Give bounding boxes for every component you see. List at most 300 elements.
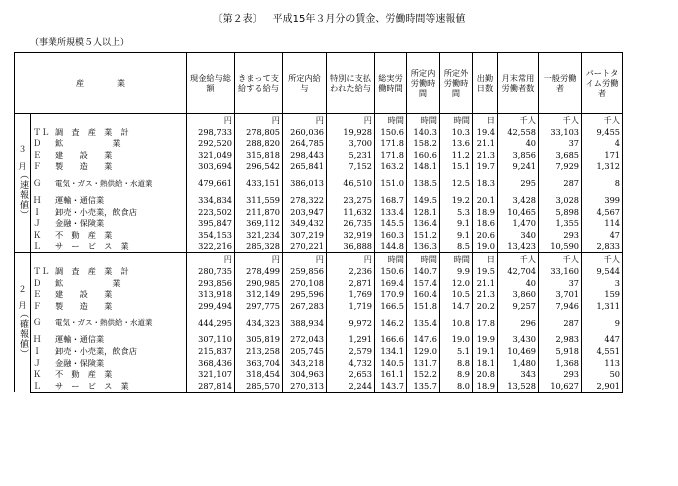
value-cell: 19.5 xyxy=(473,265,498,277)
value-cell: 293 xyxy=(539,229,582,241)
value-cell: 20.1 xyxy=(473,194,498,206)
industry-code: Ｅ xyxy=(33,149,42,160)
value-cell: 135.7 xyxy=(407,380,440,392)
value-cell: 18.1 xyxy=(473,357,498,369)
value-cell: 134.1 xyxy=(375,345,407,357)
industry-code: ＴＬ xyxy=(33,126,50,137)
value-cell: 168.7 xyxy=(375,194,407,206)
table-row xyxy=(15,126,623,138)
value-cell: 151.0 xyxy=(375,172,407,194)
value-cell: 33,160 xyxy=(539,265,582,277)
value-cell: 1,311 xyxy=(582,300,623,312)
value-cell: 19.0 xyxy=(440,334,473,346)
industry-name xyxy=(31,357,187,369)
industry-code: Ｇ xyxy=(33,177,42,188)
value-cell: 21.3 xyxy=(473,149,498,161)
value-cell: 205,745 xyxy=(283,345,327,357)
value-cell: 5.1 xyxy=(440,345,473,357)
value-cell: 213,258 xyxy=(235,345,283,357)
value-cell: 23,275 xyxy=(327,194,375,206)
value-cell: 288,820 xyxy=(235,138,283,150)
value-cell: 9,257 xyxy=(498,300,539,312)
industry-code: Ｅ xyxy=(33,289,42,300)
industry-label: 製 造 業 xyxy=(55,300,113,311)
industry-name xyxy=(31,312,187,334)
value-cell: 315,818 xyxy=(235,149,283,161)
value-cell: 158.2 xyxy=(407,138,440,150)
value-cell: 131.7 xyxy=(407,357,440,369)
value-cell: 19.7 xyxy=(473,161,498,173)
value-cell: 3,701 xyxy=(539,289,582,301)
value-cell: 340 xyxy=(498,229,539,241)
value-cell: 136.4 xyxy=(407,218,440,230)
value-cell: 42,704 xyxy=(498,265,539,277)
value-cell: 146.2 xyxy=(375,312,407,334)
value-cell: 479,661 xyxy=(187,172,235,194)
value-cell: 293 xyxy=(539,369,582,381)
table-row xyxy=(15,218,623,230)
value-cell: 18.9 xyxy=(473,206,498,218)
value-cell: 3,856 xyxy=(498,149,539,161)
value-cell: 295,596 xyxy=(283,289,327,301)
value-cell: 10,590 xyxy=(539,241,582,253)
industry-name xyxy=(31,149,187,161)
table-row xyxy=(15,229,623,241)
value-cell: 10,627 xyxy=(539,380,582,392)
header-industry: 産 業 xyxy=(15,53,187,114)
value-cell: 160.4 xyxy=(407,289,440,301)
value-cell: 1,368 xyxy=(539,357,582,369)
value-cell: 433,151 xyxy=(235,172,283,194)
value-cell: 19.0 xyxy=(473,241,498,253)
value-cell: 3,428 xyxy=(498,194,539,206)
value-cell: 296 xyxy=(498,312,539,334)
industry-code: Ｋ xyxy=(33,369,42,380)
table-title: 平成15年３月分の賃金、労働時間等速報値 xyxy=(272,14,466,25)
value-cell: 278,322 xyxy=(283,194,327,206)
value-cell: 151.8 xyxy=(407,300,440,312)
value-cell: 444,295 xyxy=(187,312,235,334)
header-total-hours: 総実労働時間 xyxy=(375,53,407,114)
value-cell: 140.7 xyxy=(407,265,440,277)
industry-name xyxy=(31,369,187,381)
value-cell: 395,847 xyxy=(187,218,235,230)
value-cell: 12.0 xyxy=(440,277,473,289)
value-cell: 144.8 xyxy=(375,241,407,253)
value-cell: 20.8 xyxy=(473,369,498,381)
industry-name xyxy=(31,218,187,230)
value-cell: 14.7 xyxy=(440,300,473,312)
industry-name xyxy=(31,265,187,277)
value-cell: 19.2 xyxy=(440,194,473,206)
value-cell: 10.5 xyxy=(440,289,473,301)
value-cell: 296,542 xyxy=(235,161,283,173)
value-cell: 140.3 xyxy=(407,126,440,138)
industry-code: Ｈ xyxy=(33,195,42,206)
value-cell: 15.1 xyxy=(440,161,473,173)
header-regular-pay: きまって支給する給与 xyxy=(235,53,283,114)
industry-label: 製 造 業 xyxy=(55,161,113,172)
industry-name xyxy=(31,172,187,194)
table-row xyxy=(15,138,623,150)
industry-label: 調 査 産 業 計 xyxy=(55,126,129,137)
value-cell: 1,470 xyxy=(498,218,539,230)
industry-code: Ｋ xyxy=(33,229,42,240)
header-general-workers: 一般労働者 xyxy=(539,53,582,114)
header-employees: 月末常用労働者数 xyxy=(498,53,539,114)
value-cell: 388,934 xyxy=(283,312,327,334)
value-cell: 8.5 xyxy=(440,241,473,253)
industry-name xyxy=(31,345,187,357)
value-cell: 343 xyxy=(498,369,539,381)
table-row xyxy=(15,172,623,194)
table-row xyxy=(15,265,623,277)
value-cell: 11,632 xyxy=(327,206,375,218)
value-cell: 133.4 xyxy=(375,206,407,218)
value-cell: 299,494 xyxy=(187,300,235,312)
value-cell: 26,735 xyxy=(327,218,375,230)
value-cell: 160.3 xyxy=(375,229,407,241)
value-cell: 4,732 xyxy=(327,357,375,369)
value-cell: 3,430 xyxy=(498,334,539,346)
value-cell: 3 xyxy=(582,277,623,289)
header-scheduled-pay: 所定内給与 xyxy=(283,53,327,114)
value-cell: 148.1 xyxy=(407,161,440,173)
value-cell: 21.1 xyxy=(473,277,498,289)
table-row xyxy=(15,194,623,206)
value-cell: 270,313 xyxy=(283,380,327,392)
value-cell: 163.2 xyxy=(375,161,407,173)
value-cell: 369,112 xyxy=(235,218,283,230)
industry-code: Ｉ xyxy=(33,206,42,217)
value-cell: 2,901 xyxy=(582,380,623,392)
value-cell: 9.1 xyxy=(440,229,473,241)
value-cell: 9,241 xyxy=(498,161,539,173)
industry-code: Ｆ xyxy=(33,161,42,172)
table-row xyxy=(15,357,623,369)
value-cell: 17.8 xyxy=(473,312,498,334)
industry-label: 建 設 業 xyxy=(55,149,113,160)
value-cell: 5,918 xyxy=(539,345,582,357)
document-title xyxy=(0,10,678,25)
value-cell: 287 xyxy=(539,312,582,334)
table-row xyxy=(15,161,623,173)
value-cell: 3,685 xyxy=(539,149,582,161)
value-cell: 270,108 xyxy=(283,277,327,289)
value-cell: 4,551 xyxy=(582,345,623,357)
value-cell: 305,819 xyxy=(235,334,283,346)
value-cell: 1,719 xyxy=(327,300,375,312)
value-cell: 5,231 xyxy=(327,149,375,161)
value-cell: 33,103 xyxy=(539,126,582,138)
value-cell: 447 xyxy=(582,334,623,346)
value-cell: 37 xyxy=(539,277,582,289)
value-cell: 170.9 xyxy=(375,289,407,301)
industry-name xyxy=(31,194,187,206)
value-cell: 297,775 xyxy=(235,300,283,312)
value-cell: 171.8 xyxy=(375,138,407,150)
value-cell: 37 xyxy=(539,138,582,150)
industry-name xyxy=(31,300,187,312)
table-row xyxy=(15,149,623,161)
value-cell: 50 xyxy=(582,369,623,381)
value-cell: 18.6 xyxy=(473,218,498,230)
value-cell: 318,454 xyxy=(235,369,283,381)
value-cell: 143.7 xyxy=(375,380,407,392)
industry-label: 卸売・小売業，飲食店 xyxy=(55,206,137,217)
value-cell: 280,735 xyxy=(187,265,235,277)
table-row xyxy=(15,312,623,334)
value-cell: 298,443 xyxy=(283,149,327,161)
value-cell: 9 xyxy=(582,312,623,334)
value-cell: 285,328 xyxy=(235,241,283,253)
value-cell: 8.8 xyxy=(440,357,473,369)
industry-code: Ｄ xyxy=(33,138,42,149)
value-cell: 322,216 xyxy=(187,241,235,253)
industry-label: 不 動 産 業 xyxy=(55,229,113,240)
industry-label: 運輸・通信業 xyxy=(55,334,105,345)
value-cell: 147.6 xyxy=(407,334,440,346)
value-cell: 287 xyxy=(539,172,582,194)
table-number: 〔第２表〕 xyxy=(212,14,263,25)
value-cell: 145.5 xyxy=(375,218,407,230)
value-cell: 3,028 xyxy=(539,194,582,206)
value-cell: 1,291 xyxy=(327,334,375,346)
value-cell: 312,149 xyxy=(235,289,283,301)
value-cell: 13.6 xyxy=(440,138,473,150)
value-cell: 2,833 xyxy=(582,241,623,253)
value-cell: 292,520 xyxy=(187,138,235,150)
month-label-february: ２ 月 （確報値） xyxy=(15,253,31,392)
value-cell: 166.5 xyxy=(375,300,407,312)
industry-label: 金融・保険業 xyxy=(55,357,105,368)
value-cell: 12.5 xyxy=(440,172,473,194)
value-cell: 215,837 xyxy=(187,345,235,357)
value-cell: 386,013 xyxy=(283,172,327,194)
value-cell: 313,918 xyxy=(187,289,235,301)
value-cell: 32,919 xyxy=(327,229,375,241)
industry-name xyxy=(31,334,187,346)
value-cell: 9,972 xyxy=(327,312,375,334)
value-cell: 13,528 xyxy=(498,380,539,392)
value-cell: 10,469 xyxy=(498,345,539,357)
industry-label: 金融・保険業 xyxy=(55,218,105,229)
value-cell: 138.5 xyxy=(407,172,440,194)
industry-name xyxy=(31,161,187,173)
industry-name xyxy=(31,229,187,241)
value-cell: 40 xyxy=(498,277,539,289)
value-cell: 9,544 xyxy=(582,265,623,277)
table-row xyxy=(15,345,623,357)
value-cell: 5.3 xyxy=(440,206,473,218)
industry-name xyxy=(31,241,187,253)
value-cell: 285,570 xyxy=(235,380,283,392)
value-cell: 169.4 xyxy=(375,277,407,289)
value-cell: 2,244 xyxy=(327,380,375,392)
industry-label: 調 査 産 業 計 xyxy=(55,266,129,277)
industry-code: Ｊ xyxy=(33,357,42,368)
value-cell: 399 xyxy=(582,194,623,206)
value-cell: 4 xyxy=(582,138,623,150)
value-cell: 19,928 xyxy=(327,126,375,138)
value-cell: 140.5 xyxy=(375,357,407,369)
value-cell: 8 xyxy=(582,172,623,194)
value-cell: 129.0 xyxy=(407,345,440,357)
value-cell: 20.2 xyxy=(473,300,498,312)
value-cell: 321,234 xyxy=(235,229,283,241)
value-cell: 114 xyxy=(582,218,623,230)
value-cell: 10.8 xyxy=(440,312,473,334)
industry-label: 建 設 業 xyxy=(55,289,113,300)
value-cell: 298,733 xyxy=(187,126,235,138)
value-cell: 18.9 xyxy=(473,380,498,392)
industry-label: サ ー ビ ス 業 xyxy=(55,241,129,252)
block-february: ２ 月 （確報値） 円 円 円 円 時間 時間 時間 日 千人 千人 千人 ＴＬ 調 査 産 業 計 280,735 278,499 259,856 2,236 150.6 140.7 9.9 19.5 42,704 33,160 9,544 Ｄ 鉱 業 293,856 290,985 270,108 2,871 169.4 157.4 12.0 21.1 40 37 3 Ｅ 建 設 業 313,918 312,149 295,596 1,769 170.9 160.4 10.5 21.3 3,860 3,701 159 Ｆ 製 造 業 299,494 297,775 267,283 1,719 166.5 151.8 14.7 20.2 9,257 7,946 1,311 Ｇ 電気・ガス・熱供給・水道業 444,295 434,323 388,934 9,972 146.2 135.4 10.8 17.8 296 287 9 Ｈ 運輸・通信業 307,110 305,819 272,043 1,291 166.6 147.6 19.0 19.9 3,430 2,983 447 Ｉ 卸売・小売業，飲食店 215,837 213,258 205,745 2,579 134.1 129.0 5.1 19.1 10,469 5,918 4,551 Ｊ 金融・保険業 368,436 363,704 343,218 4,732 140.5 131.7 8.8 18.1 1,480 1,368 113 Ｋ 不 動 産 業 321,107 318,454 304,963 2,653 161.1 152.2 8.9 20.8 343 293 50 Ｌ サ ー ビ ス 業 287,814 285,570 270,313 2,244 143.7 135.7 8.0 18.9 13,528 10,627 2,901 xyxy=(15,253,623,392)
value-cell: 42,558 xyxy=(498,126,539,138)
value-cell: 368,436 xyxy=(187,357,235,369)
value-cell: 2,653 xyxy=(327,369,375,381)
value-cell: 334,834 xyxy=(187,194,235,206)
value-cell: 9,455 xyxy=(582,126,623,138)
value-cell: 21.3 xyxy=(473,289,498,301)
industry-code: ＴＬ xyxy=(33,266,50,277)
value-cell: 5,898 xyxy=(539,206,582,218)
value-cell: 203,947 xyxy=(283,206,327,218)
industry-code: Ｉ xyxy=(33,346,42,356)
value-cell: 3,860 xyxy=(498,289,539,301)
value-cell: 1,769 xyxy=(327,289,375,301)
month-label-march: ３ 月 （速報値） xyxy=(15,114,31,253)
table-row xyxy=(15,206,623,218)
industry-label: 電気・ガス・熱供給・水道業 xyxy=(55,178,153,188)
value-cell: 46,510 xyxy=(327,172,375,194)
value-cell: 259,856 xyxy=(283,265,327,277)
industry-label: 運輸・通信業 xyxy=(55,195,105,206)
value-cell: 307,219 xyxy=(283,229,327,241)
value-cell: 10.3 xyxy=(440,126,473,138)
value-cell: 264,785 xyxy=(283,138,327,150)
table-row xyxy=(15,241,623,253)
industry-code: Ｇ xyxy=(33,317,42,328)
table-row xyxy=(15,380,623,392)
value-cell: 343,218 xyxy=(283,357,327,369)
value-cell: 223,502 xyxy=(187,206,235,218)
value-cell: 136.3 xyxy=(407,241,440,253)
table-row xyxy=(15,289,623,301)
value-cell: 278,499 xyxy=(235,265,283,277)
value-cell: 10,465 xyxy=(498,206,539,218)
value-cell: 272,043 xyxy=(283,334,327,346)
value-cell: 2,236 xyxy=(327,265,375,277)
industry-label: 鉱 業 xyxy=(55,277,121,288)
value-cell: 128.1 xyxy=(407,206,440,218)
value-cell: 265,841 xyxy=(283,161,327,173)
value-cell: 311,559 xyxy=(235,194,283,206)
value-cell: 171.8 xyxy=(375,149,407,161)
value-cell: 20.6 xyxy=(473,229,498,241)
value-cell: 1,312 xyxy=(582,161,623,173)
industry-label: 卸売・小売業，飲食店 xyxy=(55,346,137,356)
value-cell: 295 xyxy=(498,172,539,194)
value-cell: 150.6 xyxy=(375,126,407,138)
table-row xyxy=(15,369,623,381)
value-cell: 278,805 xyxy=(235,126,283,138)
industry-label: 鉱 業 xyxy=(55,138,121,149)
value-cell: 19.4 xyxy=(473,126,498,138)
table-row xyxy=(15,334,623,346)
header-overtime-hours: 所定外労働時間 xyxy=(440,53,473,114)
industry-label: サ ー ビ ス 業 xyxy=(55,380,129,391)
industry-name xyxy=(31,206,187,218)
header-scheduled-hours: 所定内労働時間 xyxy=(407,53,440,114)
value-cell: 321,107 xyxy=(187,369,235,381)
value-cell: 4,567 xyxy=(582,206,623,218)
header-cash-earnings: 現金給与総額 xyxy=(187,53,235,114)
value-cell: 260,036 xyxy=(283,126,327,138)
industry-name xyxy=(31,138,187,150)
value-cell: 270,221 xyxy=(283,241,327,253)
value-cell: 160.6 xyxy=(407,149,440,161)
table-row xyxy=(15,277,623,289)
table-row xyxy=(15,300,623,312)
value-cell: 36,888 xyxy=(327,241,375,253)
value-cell: 290,985 xyxy=(235,277,283,289)
value-cell: 287,814 xyxy=(187,380,235,392)
value-cell: 2,579 xyxy=(327,345,375,357)
value-cell: 1,355 xyxy=(539,218,582,230)
value-cell: 211,870 xyxy=(235,206,283,218)
value-cell: 159 xyxy=(582,289,623,301)
value-cell: 19.9 xyxy=(473,334,498,346)
value-cell: 8.0 xyxy=(440,380,473,392)
value-cell: 113 xyxy=(582,357,623,369)
value-cell: 19.1 xyxy=(473,345,498,357)
value-cell: 293,856 xyxy=(187,277,235,289)
value-cell: 363,704 xyxy=(235,357,283,369)
value-cell: 2,871 xyxy=(327,277,375,289)
value-cell: 3,700 xyxy=(327,138,375,150)
industry-code: Ｆ xyxy=(33,300,42,311)
value-cell: 21.1 xyxy=(473,138,498,150)
header-parttime-workers: パートタイム労働者 xyxy=(582,53,623,114)
value-cell: 157.4 xyxy=(407,277,440,289)
value-cell: 9.1 xyxy=(440,218,473,230)
value-cell: 8.9 xyxy=(440,369,473,381)
value-cell: 7,946 xyxy=(539,300,582,312)
value-cell: 47 xyxy=(582,229,623,241)
wage-statistics-table xyxy=(14,52,623,393)
header-special-pay: 特別に支払われた給与 xyxy=(327,53,375,114)
industry-code: Ｌ xyxy=(33,241,42,252)
value-cell: 7,929 xyxy=(539,161,582,173)
industry-code: Ｌ xyxy=(33,380,42,391)
value-cell: 152.2 xyxy=(407,369,440,381)
value-cell: 11.2 xyxy=(440,149,473,161)
value-cell: 9.9 xyxy=(440,265,473,277)
industry-code: Ｊ xyxy=(33,218,42,229)
industry-name xyxy=(31,126,187,138)
value-cell: 303,694 xyxy=(187,161,235,173)
industry-name xyxy=(31,289,187,301)
value-cell: 161.1 xyxy=(375,369,407,381)
value-cell: 349,432 xyxy=(283,218,327,230)
value-cell: 13,423 xyxy=(498,241,539,253)
value-cell: 321,049 xyxy=(187,149,235,161)
industry-label: 電気・ガス・熱供給・水道業 xyxy=(55,318,153,328)
value-cell: 267,283 xyxy=(283,300,327,312)
value-cell: 1,480 xyxy=(498,357,539,369)
value-cell: 150.6 xyxy=(375,265,407,277)
